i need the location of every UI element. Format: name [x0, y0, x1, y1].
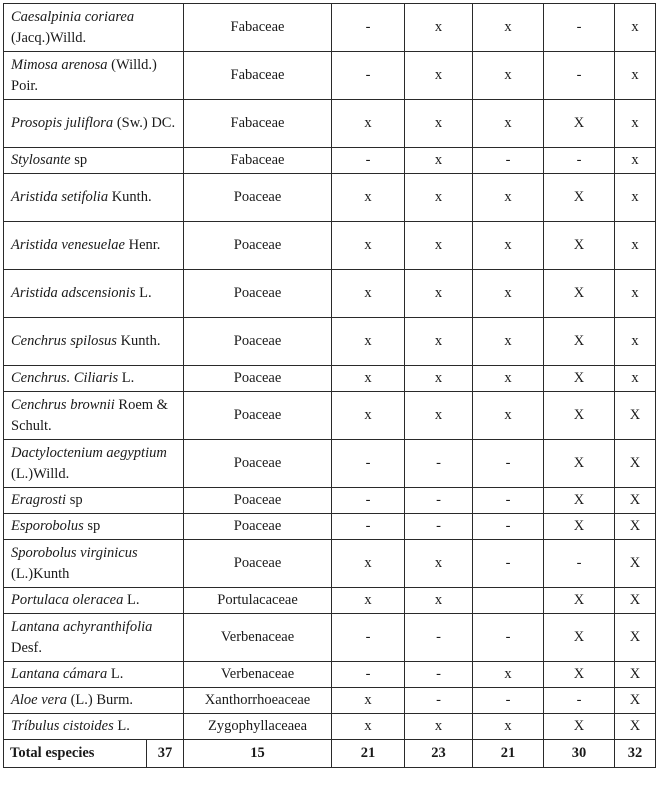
- family-cell: Poaceae: [184, 222, 332, 270]
- species-name-cell: [4, 514, 184, 540]
- presence-cell-5: X: [615, 440, 656, 488]
- species-name-italic: Lantana cámara: [11, 666, 108, 683]
- presence-cell-2: x: [405, 148, 473, 174]
- presence-cell-2: x: [405, 100, 473, 148]
- family-cell: Poaceae: [184, 174, 332, 222]
- species-name-cell: [4, 392, 184, 440]
- species-name-italic: Esporobolus: [11, 518, 84, 535]
- species-name-italic: Eragrosti: [11, 492, 67, 509]
- species-author: Kunth.: [108, 189, 152, 206]
- presence-cell-4: -: [544, 4, 615, 52]
- presence-cell-2: x: [405, 540, 473, 588]
- species-author: L.: [107, 666, 124, 683]
- presence-cell-3: x: [473, 392, 544, 440]
- presence-cell-1: -: [332, 52, 405, 100]
- presence-cell-4: X: [544, 614, 615, 662]
- species-name-italic: Caesalpinia coriarea: [11, 9, 135, 25]
- species-name-italic: Aloe vera: [11, 692, 67, 709]
- species-rows: [4, 4, 656, 740]
- species-name-italic: Dactyloctenium aegyptium: [11, 445, 167, 461]
- presence-cell-4: -: [544, 540, 615, 588]
- presence-cell-3: -: [473, 614, 544, 662]
- family-cell: Verbenaceae: [184, 662, 332, 688]
- species-author: Roem & Schult.: [11, 397, 168, 434]
- presence-cell-4: X: [544, 714, 615, 740]
- table-row: [4, 174, 656, 222]
- presence-cell-1: x: [332, 174, 405, 222]
- presence-cell-2: x: [405, 318, 473, 366]
- species-name-cell: [4, 488, 184, 514]
- presence-cell-3: x: [473, 366, 544, 392]
- species-name-cell: [4, 688, 184, 714]
- table-row: [4, 488, 656, 514]
- presence-cell-2: -: [405, 662, 473, 688]
- presence-cell-2: -: [405, 488, 473, 514]
- species-name-cell: [4, 588, 184, 614]
- presence-cell-1: x: [332, 318, 405, 366]
- species-name-italic: Tríbulus cistoides: [11, 718, 114, 735]
- presence-cell-3: -: [473, 514, 544, 540]
- presence-cell-4: X: [544, 392, 615, 440]
- total-col-1: 21: [332, 740, 405, 768]
- family-cell: Fabaceae: [184, 52, 332, 100]
- species-author: Henr.: [124, 237, 161, 254]
- species-name-italic: Stylosante: [11, 152, 71, 169]
- presence-cell-3: x: [473, 318, 544, 366]
- species-name-italic: Aristida venesuelae: [11, 237, 125, 254]
- presence-cell-4: -: [544, 148, 615, 174]
- presence-cell-1: x: [332, 366, 405, 392]
- species-author: Desf.: [11, 639, 43, 656]
- family-cell: Portulacaceae: [184, 588, 332, 614]
- presence-cell-5: X: [615, 540, 656, 588]
- family-cell: Poaceae: [184, 540, 332, 588]
- species-name-cell: [4, 52, 184, 100]
- species-author: (Sw.) DC.: [113, 115, 176, 132]
- presence-cell-5: x: [615, 366, 656, 392]
- presence-cell-4: -: [544, 52, 615, 100]
- presence-cell-1: -: [332, 440, 405, 488]
- family-cell: Verbenaceae: [184, 614, 332, 662]
- presence-cell-3: x: [473, 222, 544, 270]
- presence-cell-4: X: [544, 366, 615, 392]
- presence-cell-1: x: [332, 270, 405, 318]
- presence-cell-3: -: [473, 688, 544, 714]
- presence-cell-1: x: [332, 588, 405, 614]
- presence-cell-2: -: [405, 614, 473, 662]
- species-author: L.: [123, 592, 140, 609]
- table-row: [4, 614, 656, 662]
- presence-cell-2: x: [405, 222, 473, 270]
- presence-cell-4: X: [544, 514, 615, 540]
- species-name-italic: Sporobolus virginicus: [11, 545, 138, 561]
- species-name-cell: [4, 662, 184, 688]
- species-author: (Willd.) Poir.: [11, 57, 157, 94]
- family-cell: Poaceae: [184, 488, 332, 514]
- table-row: [4, 540, 656, 588]
- presence-cell-4: X: [544, 488, 615, 514]
- species-name-cell: [4, 4, 184, 52]
- total-row: [4, 740, 656, 768]
- presence-cell-3: x: [473, 174, 544, 222]
- presence-cell-3: x: [473, 662, 544, 688]
- presence-cell-3: x: [473, 52, 544, 100]
- table-row: [4, 588, 656, 614]
- total-col-4: 30: [544, 740, 615, 768]
- presence-cell-4: X: [544, 588, 615, 614]
- family-cell: Zygophyllaceaea: [184, 714, 332, 740]
- species-name-italic: Prosopis juliflora: [11, 115, 114, 132]
- presence-cell-3: -: [473, 488, 544, 514]
- presence-cell-3: -: [473, 440, 544, 488]
- species-author: sp: [83, 518, 101, 535]
- species-author: L.: [135, 285, 152, 302]
- presence-cell-5: x: [615, 222, 656, 270]
- total-species-count: 37: [147, 740, 184, 768]
- presence-cell-2: x: [405, 52, 473, 100]
- presence-cell-4: X: [544, 100, 615, 148]
- table-row: [4, 270, 656, 318]
- family-cell: Poaceae: [184, 514, 332, 540]
- family-cell: Fabaceae: [184, 4, 332, 52]
- presence-cell-5: x: [615, 174, 656, 222]
- presence-cell-4: X: [544, 440, 615, 488]
- table-row: [4, 714, 656, 740]
- presence-cell-1: x: [332, 688, 405, 714]
- species-name-cell: [4, 270, 184, 318]
- presence-cell-3: x: [473, 270, 544, 318]
- species-name-italic: Portulaca oleracea: [11, 592, 124, 609]
- presence-cell-2: x: [405, 392, 473, 440]
- presence-cell-5: x: [615, 318, 656, 366]
- presence-cell-5: x: [615, 4, 656, 52]
- species-name-italic: Lantana achyranthifolia: [11, 619, 153, 635]
- presence-cell-1: x: [332, 540, 405, 588]
- presence-cell-2: -: [405, 688, 473, 714]
- species-name-italic: Cenchrus spilosus: [11, 333, 117, 350]
- presence-cell-1: x: [332, 392, 405, 440]
- table-row: [4, 392, 656, 440]
- species-name-cell: [4, 100, 184, 148]
- presence-cell-2: x: [405, 270, 473, 318]
- presence-cell-1: -: [332, 488, 405, 514]
- family-cell: Poaceae: [184, 440, 332, 488]
- presence-cell-5: X: [615, 514, 656, 540]
- table-row: [4, 318, 656, 366]
- presence-cell-3: -: [473, 540, 544, 588]
- family-cell: Poaceae: [184, 366, 332, 392]
- presence-cell-1: -: [332, 148, 405, 174]
- table-row: [4, 662, 656, 688]
- table-row: [4, 440, 656, 488]
- species-name-italic: Cenchrus brownii: [11, 397, 115, 413]
- table-row: [4, 148, 656, 174]
- total-label: Total especies: [4, 740, 147, 768]
- presence-cell-4: X: [544, 662, 615, 688]
- presence-cell-5: X: [615, 714, 656, 740]
- presence-cell-5: X: [615, 662, 656, 688]
- presence-cell-2: x: [405, 4, 473, 52]
- species-name-cell: [4, 366, 184, 392]
- presence-cell-4: X: [544, 174, 615, 222]
- table-row: [4, 366, 656, 392]
- species-author: (Jacq.)Willd.: [11, 29, 87, 46]
- presence-cell-1: -: [332, 662, 405, 688]
- total-col-2: 23: [405, 740, 473, 768]
- family-cell: Poaceae: [184, 270, 332, 318]
- species-table: [3, 3, 656, 768]
- presence-cell-4: X: [544, 270, 615, 318]
- species-author: L.: [113, 718, 130, 735]
- presence-cell-5: X: [615, 588, 656, 614]
- presence-cell-3: -: [473, 148, 544, 174]
- table-row: [4, 514, 656, 540]
- presence-cell-1: -: [332, 514, 405, 540]
- presence-cell-4: -: [544, 688, 615, 714]
- presence-cell-5: X: [615, 392, 656, 440]
- presence-cell-5: x: [615, 148, 656, 174]
- presence-cell-2: x: [405, 714, 473, 740]
- species-author: (L.)Kunth: [11, 565, 70, 582]
- table-row: [4, 688, 656, 714]
- species-name-italic: Mimosa arenosa: [11, 57, 108, 73]
- table-row: [4, 4, 656, 52]
- family-cell: Fabaceae: [184, 100, 332, 148]
- species-author: L.: [118, 370, 135, 387]
- species-author: Kunth.: [116, 333, 161, 350]
- presence-cell-3: x: [473, 714, 544, 740]
- presence-cell-3: x: [473, 100, 544, 148]
- species-name-cell: [4, 614, 184, 662]
- presence-cell-4: X: [544, 222, 615, 270]
- family-cell: Poaceae: [184, 318, 332, 366]
- species-name-italic: Cenchrus. Ciliaris: [11, 370, 119, 387]
- presence-cell-1: -: [332, 4, 405, 52]
- total-col-5: 32: [615, 740, 656, 768]
- presence-cell-2: -: [405, 514, 473, 540]
- presence-cell-5: X: [615, 488, 656, 514]
- family-cell: Fabaceae: [184, 148, 332, 174]
- species-author: sp: [70, 152, 88, 169]
- family-cell: Poaceae: [184, 392, 332, 440]
- species-name-cell: [4, 174, 184, 222]
- presence-cell-2: -: [405, 440, 473, 488]
- presence-cell-2: x: [405, 174, 473, 222]
- species-name-cell: [4, 318, 184, 366]
- presence-cell-1: x: [332, 100, 405, 148]
- presence-cell-5: x: [615, 270, 656, 318]
- species-name-cell: [4, 222, 184, 270]
- species-name-cell: [4, 540, 184, 588]
- species-name-italic: Aristida adscensionis: [11, 285, 136, 302]
- presence-cell-5: X: [615, 688, 656, 714]
- species-name-cell: [4, 148, 184, 174]
- total-family-count: 15: [184, 740, 332, 768]
- presence-cell-1: x: [332, 222, 405, 270]
- presence-cell-4: X: [544, 318, 615, 366]
- presence-cell-2: x: [405, 366, 473, 392]
- presence-cell-5: X: [615, 614, 656, 662]
- table-row: [4, 222, 656, 270]
- table-row: [4, 100, 656, 148]
- presence-cell-3: [473, 588, 544, 614]
- species-author: (L.)Willd.: [11, 465, 70, 482]
- species-name-cell: [4, 714, 184, 740]
- species-name-italic: Aristida setifolia: [11, 189, 109, 206]
- presence-cell-3: x: [473, 4, 544, 52]
- family-cell: Xanthorrhoeaceae: [184, 688, 332, 714]
- presence-cell-5: x: [615, 52, 656, 100]
- species-author: sp: [66, 492, 83, 509]
- table-row: [4, 52, 656, 100]
- total-col-3: 21: [473, 740, 544, 768]
- species-name-cell: [4, 440, 184, 488]
- presence-cell-1: -: [332, 614, 405, 662]
- presence-cell-2: x: [405, 588, 473, 614]
- species-author: (L.) Burm.: [66, 692, 134, 709]
- presence-cell-1: x: [332, 714, 405, 740]
- presence-cell-5: x: [615, 100, 656, 148]
